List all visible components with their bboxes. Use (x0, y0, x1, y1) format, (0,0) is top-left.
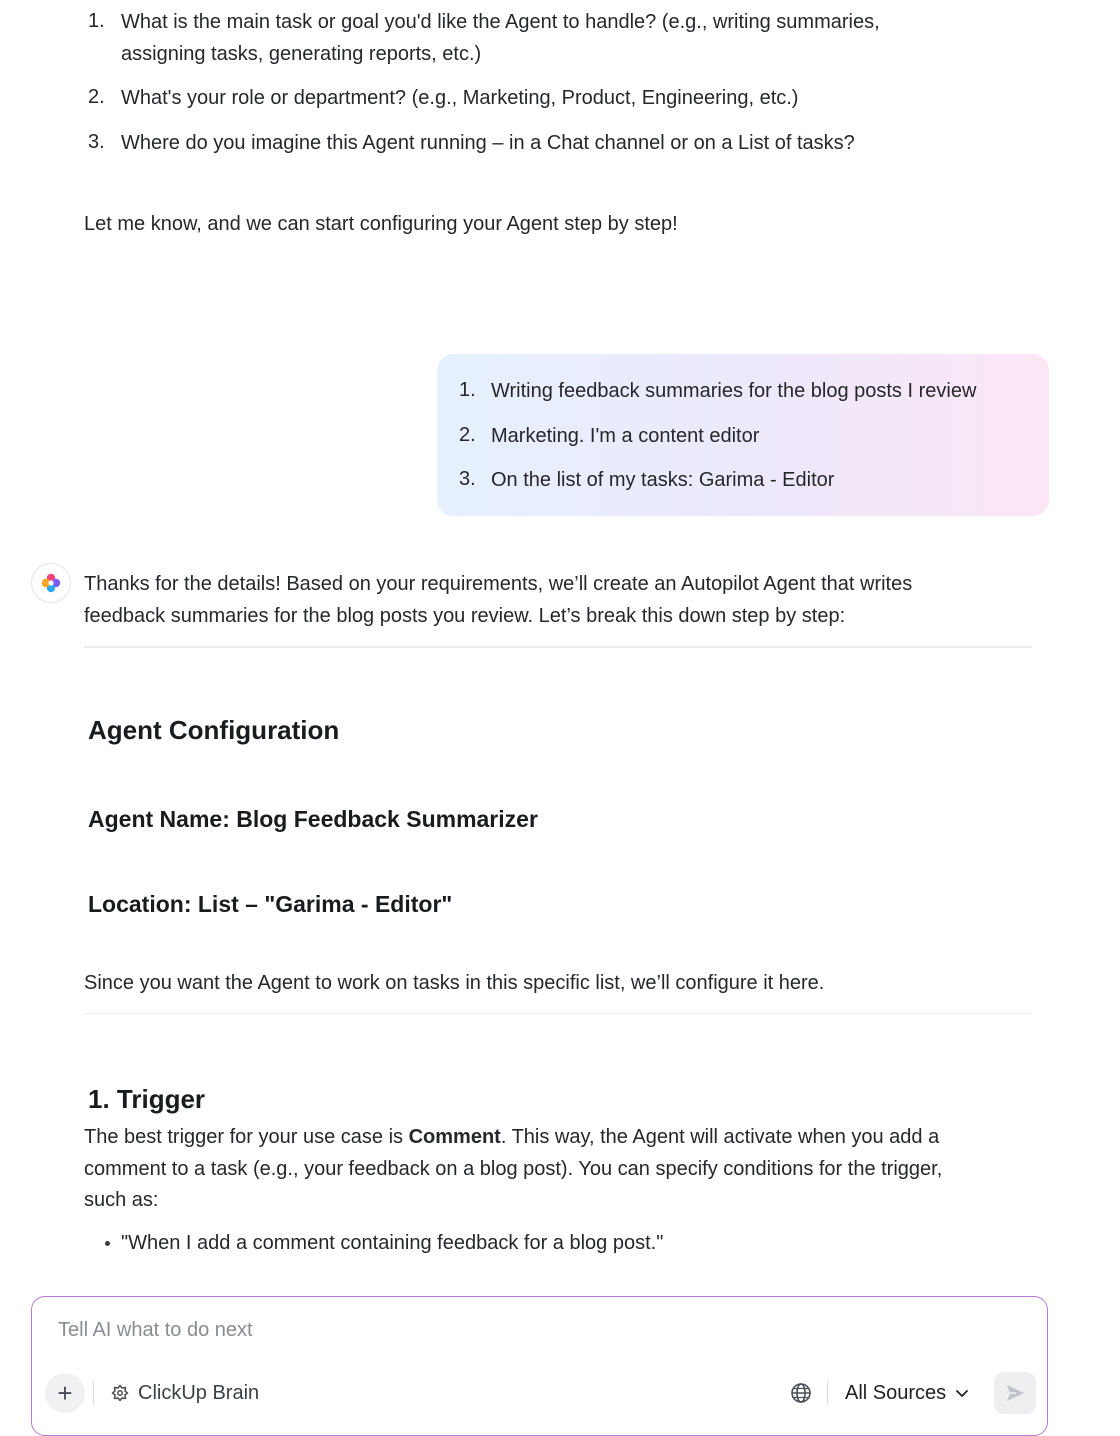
list-number: 1. (88, 10, 105, 32)
section-divider (84, 646, 1032, 648)
clickup-brain-logo-icon (31, 563, 71, 603)
model-selector-button[interactable] (110, 1378, 259, 1408)
toolbar-separator (93, 1381, 94, 1405)
web-search-button[interactable] (789, 1381, 813, 1405)
model-label: ClickUp Brain (138, 1381, 260, 1404)
add-attachment-button[interactable] (45, 1373, 85, 1413)
chevron-down-icon (954, 1385, 970, 1401)
list-number: 3. (459, 468, 476, 490)
trigger-keyword: Comment (408, 1126, 501, 1148)
trigger-text: . This way, the Agent will activate when you add a (500, 1126, 940, 1148)
section-divider (84, 1013, 1032, 1014)
ai-reply-line-2: feedback summaries for the blog posts you review. Let’s break this down step by step: (84, 605, 846, 627)
user-message-item-1: Writing feedback summaries for the blog posts I review (491, 380, 977, 402)
list-number: 1. (459, 379, 476, 401)
plus-icon: + (57, 1377, 73, 1408)
sources-dropdown[interactable] (845, 1378, 970, 1408)
location-note: Since you want the Agent to work on tasks in this specific list, we’ll configure it here. (84, 972, 825, 994)
list-number: 3. (88, 131, 105, 153)
prompt-input[interactable] (58, 1315, 958, 1345)
trigger-heading: 1. Trigger (88, 1084, 206, 1114)
agent-configuration-heading: Agent Configuration (88, 715, 340, 745)
bullet-dot (105, 1241, 110, 1246)
question-2: What's your role or department? (e.g., Marketing, Product, Engineering, etc.) (121, 87, 799, 109)
list-number: 2. (459, 424, 476, 446)
trigger-paragraph-line-2: comment to a task (e.g., your feedback on a blog post). You can specify conditions for the trigger, (84, 1158, 943, 1180)
trigger-bullet-item: "When I add a comment containing feedback for a blog post." (121, 1232, 664, 1254)
ai-reply-line-1: Thanks for the details! Based on your requirements, we’ll create an Autopilot Agent that writes (84, 573, 913, 595)
trigger-paragraph-line-3: such as: (84, 1189, 159, 1211)
trigger-text: The best trigger for your use case is (84, 1126, 409, 1148)
send-button[interactable] (994, 1372, 1036, 1414)
toolbar-separator (827, 1381, 828, 1405)
question-3: Where do you imagine this Agent running – in a Chat channel or on a List of tasks? (121, 132, 855, 154)
globe-icon (789, 1381, 813, 1405)
agent-name-heading: Agent Name: Blog Feedback Summarizer (88, 806, 538, 832)
user-message-item-2: Marketing. I'm a content editor (491, 425, 760, 447)
send-icon (1004, 1382, 1026, 1404)
ai-prompt-composer (31, 1296, 1048, 1436)
question-1-line-1: What is the main task or goal you'd like the Agent to handle? (e.g., writing summaries, (121, 11, 880, 33)
user-message-bubble (437, 354, 1049, 516)
question-1-line-2: assigning tasks, generating reports, etc.) (121, 43, 482, 65)
brain-icon (110, 1383, 130, 1403)
list-number: 2. (88, 86, 105, 108)
location-heading: Location: List – "Garima - Editor" (88, 891, 453, 917)
user-message-item-3: On the list of my tasks: Garima - Editor (491, 469, 835, 491)
sources-label: All Sources (845, 1381, 947, 1404)
closing-line: Let me know, and we can start configuring your Agent step by step! (84, 213, 678, 235)
clickup-brain-avatar (31, 563, 71, 603)
trigger-paragraph-line-1 (84, 1121, 939, 1153)
